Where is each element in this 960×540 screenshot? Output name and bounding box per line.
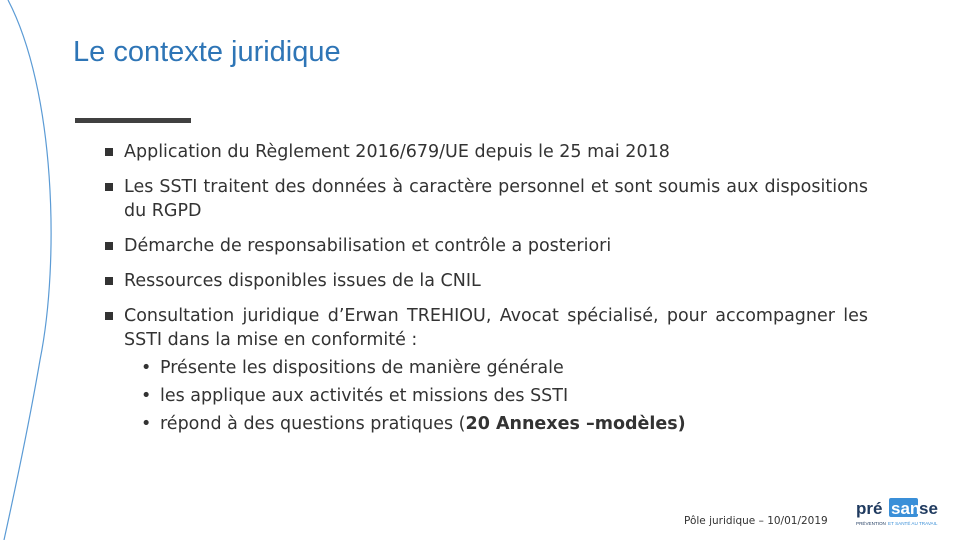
logo-text-post: se <box>919 499 938 518</box>
logo-tagline-right: ET SANTÉ AU TRAVAIL <box>888 521 938 526</box>
square-bullet-icon <box>105 277 113 285</box>
title-underline <box>75 118 191 123</box>
sub-bullet-item <box>124 356 868 380</box>
round-bullet-icon: • <box>141 386 152 406</box>
bullet-item <box>104 175 868 223</box>
square-bullet-icon <box>105 242 113 250</box>
square-bullet-icon <box>105 183 113 191</box>
presanse-logo <box>852 495 948 531</box>
bullet-list <box>104 140 868 436</box>
decorative-curve <box>0 0 60 540</box>
sub-bullet-text: Présente les dispositions de manière générale <box>160 358 564 378</box>
bullet-text: Ressources disponibles issues de la CNIL <box>124 271 481 291</box>
sub-bullet-item <box>124 384 868 408</box>
page-title: Le contexte juridique <box>73 36 341 68</box>
sub-bullet-item <box>124 412 868 436</box>
bullet-text: Application du Règlement 2016/679/UE depuis le 25 mai 2018 <box>124 142 670 162</box>
logo-text-pre: pré <box>856 499 883 518</box>
round-bullet-icon: • <box>141 358 152 378</box>
logo-tagline-left: PRÉVENTION <box>856 521 886 526</box>
bullet-item <box>104 269 868 293</box>
sub-bullet-list <box>124 356 868 436</box>
round-bullet-icon: • <box>141 414 152 434</box>
square-bullet-icon <box>105 312 113 320</box>
bullet-item <box>104 140 868 164</box>
logo-text-mid: san <box>891 499 921 518</box>
bullet-item <box>104 234 868 258</box>
bullet-text: Consultation juridique d’Erwan TREHIOU, Avocat spécialisé, pour accompagner les SSTI dans la mise en conformité : <box>124 306 868 350</box>
bullet-text: Les SSTI traitent des données à caractère personnel et sont soumis aux dispositions du RGPD <box>124 177 868 221</box>
bullet-text: Démarche de responsabilisation et contrôle a posteriori <box>124 236 612 256</box>
bullet-item <box>104 304 868 436</box>
square-bullet-icon <box>105 148 113 156</box>
sub-bullet-bold-text: 20 Annexes –modèles) <box>465 414 686 434</box>
sub-bullet-text: répond à des questions pratiques ( <box>160 414 466 434</box>
footer-text: Pôle juridique – 10/01/2019 <box>684 515 828 527</box>
sub-bullet-text: les applique aux activités et missions des SSTI <box>160 386 569 406</box>
